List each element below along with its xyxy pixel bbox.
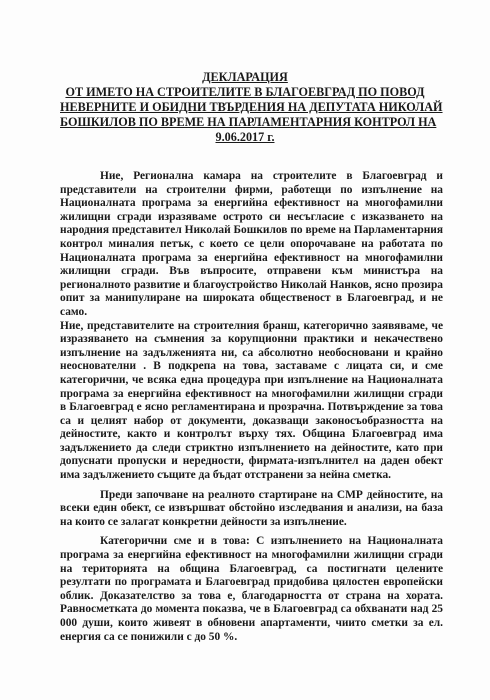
title-line: ОТ ИМЕТО НА СТРОИТЕЛИТЕ В БЛАГОЕВГРАД ПО ПОВОД [65,85,425,99]
title-line: БОШКИЛОВ ПО ВРЕМЕ НА ПАРЛАМЕНТАРНИЯ КОНТРОЛ НА [60,115,437,129]
paragraph: Преди започване на реалното стартиране на СМР дейностите, на всеки един обект, се извършват обстойно изследвания и анализи, на база на които се залагат конкретни дейности за изпълнение. [60,488,443,528]
declaration-body [60,170,443,644]
paragraph: Ние, представителите на строителния бранш, категорично заявяваме, че изразяването на съмнения за корупционни практики и некачествено изпълнение на задълженията ни, са абсолютно необосновани и крайно неоснователни . В подкрепа на това, заставаме с лицата си, и сме категорични, че всяка една процедура при изпълнение на Националната програма за енергийна ефективност на многофамилни жилищни сгради в Благоевград е ясно регламентирана и прозрачна. Потвърждение за това са и целият набор от документи, доказващи законосъобразността на дейностите, както и контролът върху тях. Община Благоевград има задължението да следи стриктно изпълнението на дейностите, като при допуснати пропуски и нередности, фирмата-изпълнител на даден обект има задължението същите да бъдат отстранени за нейна сметка. [60,319,443,482]
paragraph: Категорични сме и в това: С изпълнението на Националната програма за енергийна ефективност на многофамилни жилищни сгради на територията на община Благоевград, са постигнати целените резултати по програмата и Благоевград придобива цялостен европейски облик. Доказателство за това е, благодарността от страна на хората. Равносметката до момента показва, че в Благоевград са обхванати над 25 000 души, които живеят в обновени апартаменти, чиито сметки за ел. енергия са се понижили с до 50 %. [60,535,443,643]
declaration-title [60,70,443,145]
title-line: 9.06.2017 г. [215,130,275,144]
title-line: НЕВЕРНИТЕ И ОБИДНИ ТВЪРДЕНИЯ НА ДЕПУТАТА НИКОЛАЙ [60,100,443,114]
paragraph: Ние, Регионална камара на строителите в Благоевград и представители на строителни фирми, работещи по изпълнение на Националната програма за енергийна ефективност на многофамилни жилищни сгради изразяваме остротo си несъгласие с изказването на народния представител Николай Бошкилов по време на Парламентарния контрол миналия петък, с което се цели опорочаване на работата по Националната програма за енергийна ефективност на многофамилни жилищни сгради. Във въпросите, отправени към министъра на регионалното развитие и благоустройство Николай Нанков, ясно прозира опит за манипулиране на широката общественост в Благоевград, и не само. [60,170,443,318]
title-line: ДЕКЛАРАЦИЯ [202,70,288,84]
